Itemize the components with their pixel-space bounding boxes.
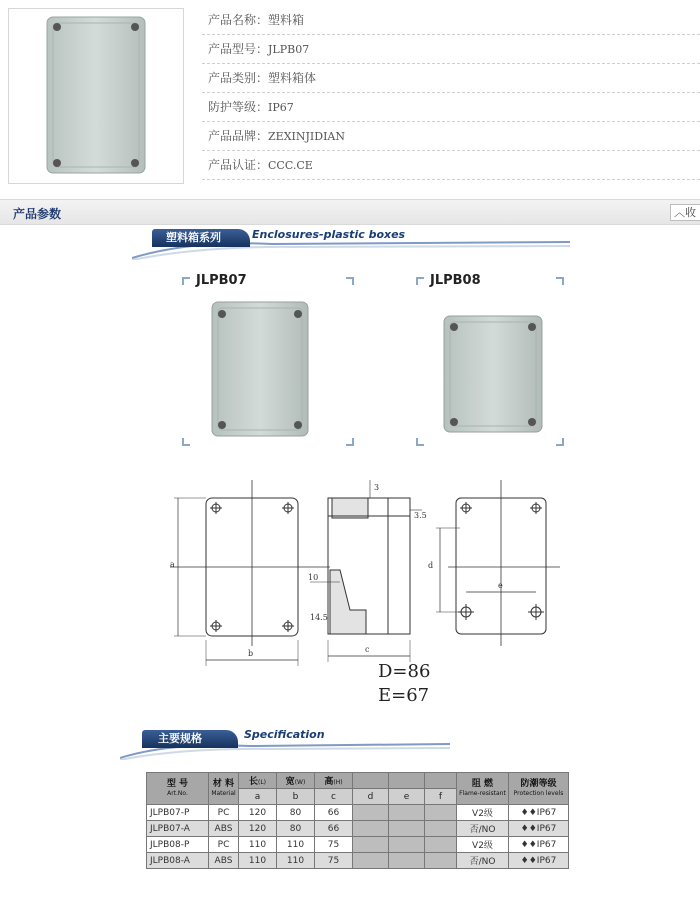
front-view	[170, 480, 330, 666]
frame-corner	[416, 277, 424, 285]
series-banner-en: Enclosures-plastic boxes	[252, 228, 406, 241]
label-d: d	[428, 561, 434, 570]
label-b: b	[248, 649, 254, 658]
info-row-model: 产品型号：JLPB07	[202, 35, 700, 64]
table-row: JLPB08-P PC 110 110 75 V2级 ♦♦IP67	[147, 837, 569, 853]
spec-banner	[120, 724, 450, 760]
header-flame: 阻 燃 Flame-resistant	[457, 773, 509, 805]
subheader-f: f	[425, 789, 457, 805]
subheader-d: d	[353, 789, 389, 805]
table-row: JLPB08-A ABS 110 110 75 否/NO ♦♦IP67	[147, 853, 569, 869]
product-info-list	[202, 6, 700, 180]
drops-icon: ♦♦	[520, 839, 537, 850]
subheader-a: a	[239, 789, 277, 805]
enclosure-jlpb08-image	[442, 314, 544, 434]
frame-corner	[556, 277, 564, 285]
collapse-button[interactable]: ︿收	[670, 204, 700, 221]
frame-corner	[346, 438, 354, 446]
header-art-no: 型 号 Art.No.	[147, 773, 209, 805]
spec-table	[146, 772, 569, 869]
header-width: 宽(W)	[277, 773, 315, 789]
technical-drawing	[160, 470, 580, 710]
frame-corner	[182, 438, 190, 446]
side-view	[310, 480, 422, 662]
label-e: e	[498, 581, 503, 590]
subheader-c: c	[315, 789, 353, 805]
frame-corner	[346, 277, 354, 285]
label-3-5: 3.5	[414, 511, 427, 520]
enclosure-thumbnail-image	[45, 15, 147, 175]
label-14-5: 14.5	[310, 613, 328, 622]
table-row: JLPB07-P PC 120 80 66 V2级 ♦♦IP67	[147, 805, 569, 821]
frame-corner	[182, 277, 190, 285]
chevron-up-icon: ︿	[674, 206, 685, 219]
section-header-parameters	[0, 199, 700, 225]
info-row-brand: 产品品牌：ZEXINJIDIAN	[202, 122, 700, 151]
series-banner-cn: 塑料箱系列	[152, 229, 250, 247]
info-row-protection: 防护等级：IP67	[202, 93, 700, 122]
table-row: JLPB07-A ABS 120 80 66 否/NO ♦♦IP67	[147, 821, 569, 837]
rear-view	[436, 480, 560, 646]
spec-banner-cn: 主要规格	[142, 730, 238, 748]
frame-corner	[556, 438, 564, 446]
header-height: 高(H)	[315, 773, 353, 789]
drops-icon: ♦♦	[520, 855, 537, 866]
header-protection: 防潮等级 Protection levels	[509, 773, 569, 805]
enclosure-jlpb07-image	[210, 300, 310, 438]
header-blank	[353, 773, 389, 789]
model-title-jlpb08: JLPB08	[430, 273, 481, 288]
dimension-d: D=86	[378, 661, 431, 682]
header-blank	[389, 773, 425, 789]
subheader-e: e	[389, 789, 425, 805]
frame-corner	[416, 438, 424, 446]
spec-banner-en: Specification	[244, 728, 325, 741]
info-row-category: 产品类别：塑料箱体	[202, 64, 700, 93]
spec-table-header	[147, 773, 569, 789]
dimension-e: E=67	[378, 685, 430, 706]
model-title-jlpb07: JLPB07	[196, 273, 247, 288]
drops-icon: ♦♦	[520, 823, 537, 834]
header-material: 材 料 Material	[209, 773, 239, 805]
info-row-certification: 产品认证：CCC.CE	[202, 151, 700, 180]
label-a: a	[170, 560, 175, 569]
subheader-b: b	[277, 789, 315, 805]
series-banner	[132, 226, 570, 260]
header-length: 长(L)	[239, 773, 277, 789]
label-c: c	[365, 645, 370, 654]
dimension-values	[378, 660, 430, 708]
drops-icon: ♦♦	[520, 807, 537, 818]
header-blank	[425, 773, 457, 789]
product-thumbnail[interactable]	[8, 8, 184, 184]
label-3: 3	[374, 483, 380, 492]
info-row-name: 产品名称：塑料箱	[202, 6, 700, 35]
section-title: 产品参数	[13, 207, 62, 221]
label-10: 10	[308, 573, 319, 582]
